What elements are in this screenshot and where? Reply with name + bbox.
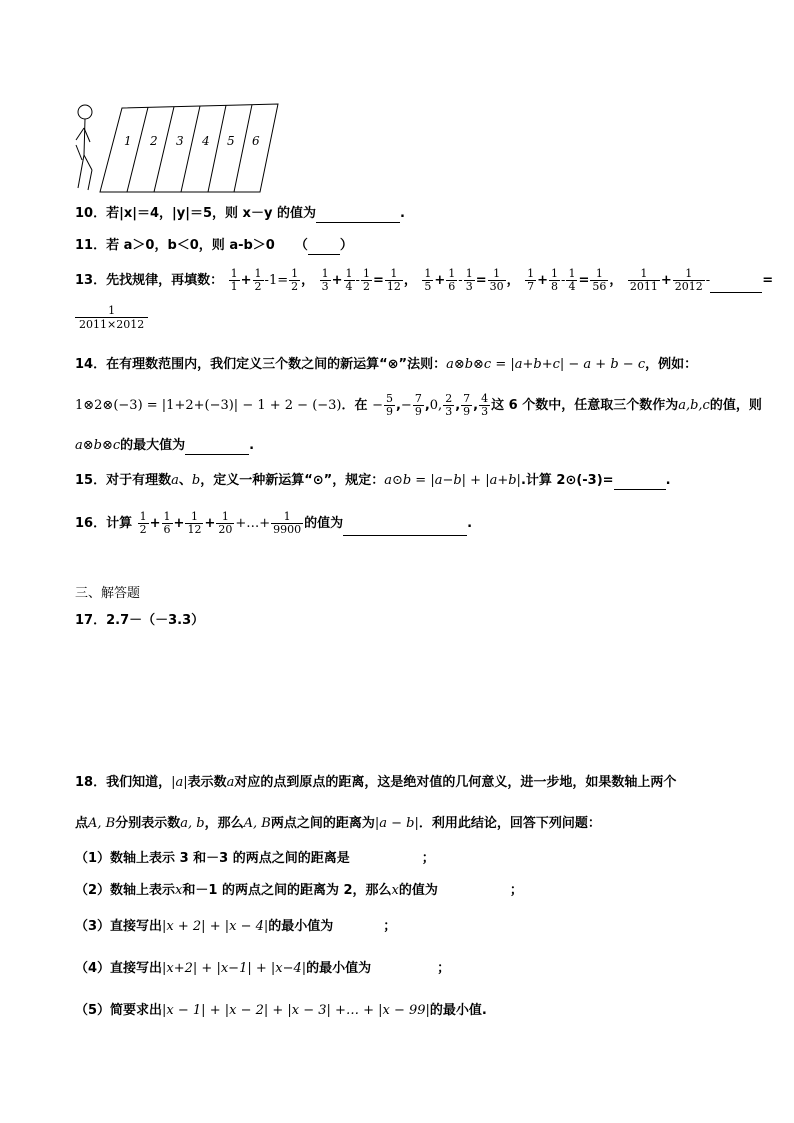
question-16: 16．计算 $\frac{1}{2}$ + $\frac{1}{6}$ + $\frac{1}{12}$ + $\frac{1}{20}$ +…+ $\frac{1}{9900}$ 的值为 . [75, 510, 473, 536]
lane-label: 3 [176, 134, 184, 148]
question-10: 10．若|x|＝4，|y|＝5，则 x－y 的值为 . [75, 206, 405, 221]
lane-label: 5 [227, 134, 235, 148]
question-18-part5: （5）简要求出|x − 1| + |x − 2| + |x − 3| +… + |x − 99|的最小值. [75, 1003, 487, 1018]
answer-blank[interactable] [614, 489, 666, 490]
question-18-part1: （1）数轴上表示 3 和－3 的两点之间的距离是 ； [75, 851, 435, 866]
person-icon [76, 105, 92, 190]
lane-label: 4 [202, 134, 210, 148]
question-14-line1: 14．在有理数范围内，我们定义三个数之间的新运算“⊗”法则：a⊗b⊗c = |a+b+c| − a + b − c，例如： [75, 357, 698, 372]
question-17: 17．2.7－（－3.3） [75, 613, 205, 628]
answer-blank[interactable] [343, 535, 467, 536]
question-14-line2: 1⊗2⊗(−3) = |1+2+(−3)| − 1 + 2 − (−3)．在 − $\frac{5}{9}$ ,− $\frac{7}{9}$ ,0, $\frac{2}{3}$ , $\frac{7}{9}$ , $\frac{4}{3}$ 这 6 个数中，任意取三个数作为a,b,c的值，则 [75, 392, 762, 418]
q13-last-fraction: 1 2011×2012 [75, 304, 148, 331]
question-13: 13．先找规律，再填数： $\frac{1}{1}$ + $\frac{1}{2}$ -1= $\frac{1}{2}$ ， $\frac{1}{3}$ + $\frac{1}{4}$ - $\frac{1}{2}$ = $\frac{1}{12}$ ， $\frac{1}{5}$ + $\frac{1}{6}$ - $\frac{1}{3}$ = $\frac{1}{30}$ ， $\frac{1}{7}$ + $\frac{1}{8}$ - $\frac{1}{4}$ = $\frac{1}{56}$ ， $\frac{1}{2011}$ + $\frac{1}{2012}$ - = [75, 267, 774, 293]
answer-blank[interactable] [710, 292, 762, 293]
question-18-line1: 18．我们知道，|a|表示数a对应的点到原点的距离，这是绝对值的几何意义，进一步地，如果数轴上两个 [75, 775, 677, 790]
question-18-part3: （3）直接写出|x + 2| + |x − 4|的最小值为 ； [75, 919, 397, 934]
question-18-line2: 点A, B分别表示数a, b，那么A, B两点之间的距离为|a − b|．利用此结论，回答下列问题： [75, 816, 601, 831]
answer-blank[interactable] [316, 222, 400, 223]
question-18-part4: （4）直接写出|x+2| + |x−1| + |x−4|的最小值为 ； [75, 961, 451, 976]
answer-blank[interactable] [185, 454, 249, 455]
answer-blank[interactable] [308, 254, 340, 255]
running-track-figure [72, 100, 287, 195]
lane-label: 6 [252, 134, 260, 148]
question-15: 15．对于有理数a、b，定义一种新运算“⊙”，规定：a⊙b = |a−b| + |a+b|.计算 2⊙(-3)= . [75, 473, 671, 488]
question-18-part2: （2）数轴上表示x和－1 的两点之间的距离为 2，那么x的值为 ； [75, 883, 523, 898]
section-heading: 三、解答题 [75, 586, 141, 601]
lane-label: 1 [124, 134, 132, 148]
question-11: 11．若 a＞0，b＜0，则 a-b＞0 （ ） [75, 238, 353, 253]
question-14-line3: a⊗b⊗c的最大值为 . [75, 438, 255, 453]
lane-label: 2 [150, 134, 158, 148]
